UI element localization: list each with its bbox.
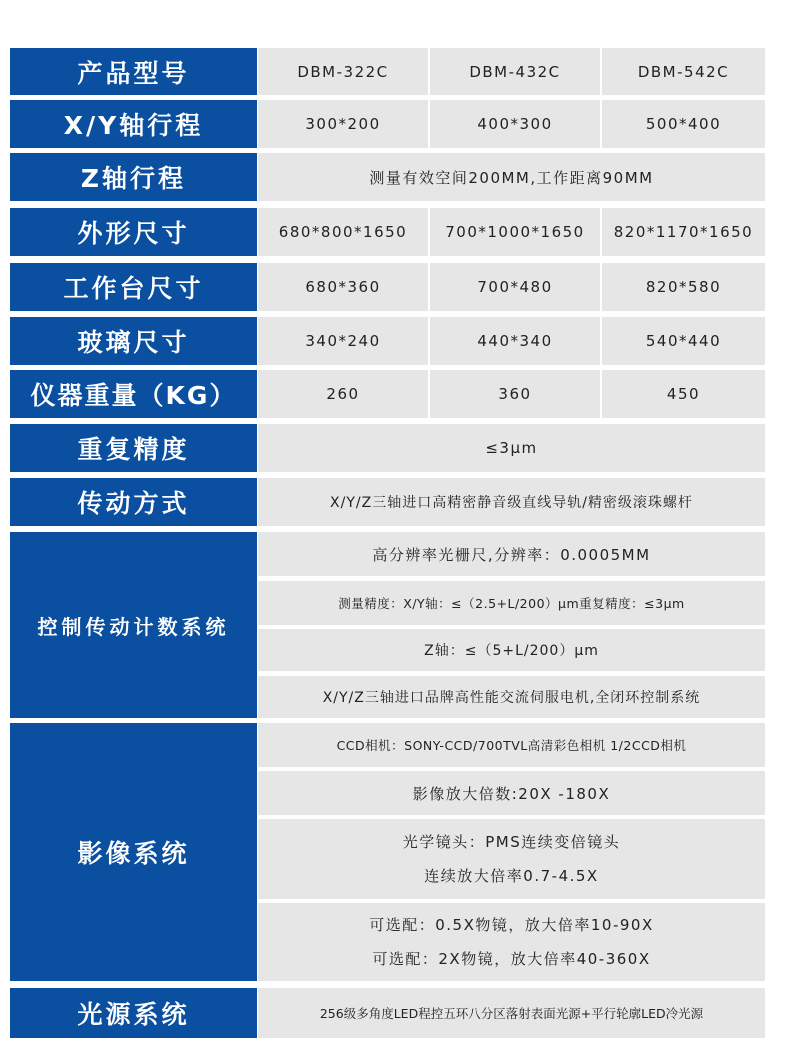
stage-size-cell-1: 680*360 — [258, 263, 428, 311]
row-label-drive: 传动方式 — [10, 478, 257, 526]
stage-size-cell-2: 700*480 — [430, 263, 600, 311]
drive-cell: X/Y/Z三轴进口高精密静音级直线导轨/精密级滚珠螺杆 — [258, 478, 765, 526]
xy-travel-cell-2: 400*300 — [430, 100, 600, 148]
row-label-stage-size: 工作台尺寸 — [10, 263, 257, 311]
dimensions-cell-2: 700*1000*1650 — [430, 208, 600, 256]
imaging-camera: CCD相机：SONY-CCD/700TVL高清彩色相机 1/2CCD相机 — [258, 723, 765, 767]
control-item-scale: 高分辨率光栅尺,分辨率：0.0005MM — [258, 532, 765, 576]
row-label-imaging-system: 影像系统 — [10, 723, 257, 981]
row-label-control-system: 控制传动计数系统 — [10, 532, 257, 718]
weight-cell-3: 450 — [602, 370, 765, 418]
row-label-light-source: 光源系统 — [10, 988, 257, 1038]
stage-size-cell-3: 820*580 — [602, 263, 765, 311]
model-cell-2: DBM-432C — [430, 48, 600, 95]
control-item-accuracy: 测量精度：X/Y轴：≤（2.5+L/200）μm重复精度：≤3μm — [258, 581, 765, 625]
imaging-lens-line1: 光学镜头：PMS连续变倍镜头 — [402, 833, 621, 851]
xy-travel-cell-1: 300*200 — [258, 100, 428, 148]
row-label-weight: 仪器重量（KG） — [10, 370, 257, 418]
light-source-cell: 256级多角度LED程控五环八分区落射表面光源+平行轮廓LED冷光源 — [258, 988, 765, 1038]
imaging-magnification: 影像放大倍数:20X -180X — [258, 771, 765, 815]
xy-travel-cell-3: 500*400 — [602, 100, 765, 148]
row-label-glass-size: 玻璃尺寸 — [10, 317, 257, 365]
weight-cell-1: 260 — [258, 370, 428, 418]
dimensions-cell-1: 680*800*1650 — [258, 208, 428, 256]
dimensions-cell-3: 820*1170*1650 — [602, 208, 765, 256]
glass-size-cell-3: 540*440 — [602, 317, 765, 365]
imaging-options — [258, 903, 765, 981]
control-item-z-accuracy: Z轴：≤（5+L/200）μm — [258, 629, 765, 671]
imaging-option-1: 可选配：0.5X物镜，放大倍率10-90X — [369, 916, 654, 934]
row-label-xy-travel: X/Y轴行程 — [10, 100, 257, 148]
glass-size-cell-2: 440*340 — [430, 317, 600, 365]
row-label-z-travel: Z轴行程 — [10, 153, 257, 201]
model-cell-3: DBM-542C — [602, 48, 765, 95]
control-item-servo: X/Y/Z三轴进口品牌高性能交流伺服电机,全闭环控制系统 — [258, 676, 765, 718]
model-cell-1: DBM-322C — [258, 48, 428, 95]
row-label-model: 产品型号 — [10, 48, 257, 95]
imaging-option-2: 可选配：2X物镜，放大倍率40-360X — [372, 950, 651, 968]
z-travel-cell: 测量有效空间200MM,工作距离90MM — [258, 153, 765, 201]
imaging-lens — [258, 819, 765, 899]
imaging-lens-line2: 连续放大倍率0.7-4.5X — [424, 867, 599, 885]
repeatability-cell: ≤3μm — [258, 424, 765, 472]
weight-cell-2: 360 — [430, 370, 600, 418]
glass-size-cell-1: 340*240 — [258, 317, 428, 365]
row-label-repeatability: 重复精度 — [10, 424, 257, 472]
row-label-dimensions: 外形尺寸 — [10, 208, 257, 256]
